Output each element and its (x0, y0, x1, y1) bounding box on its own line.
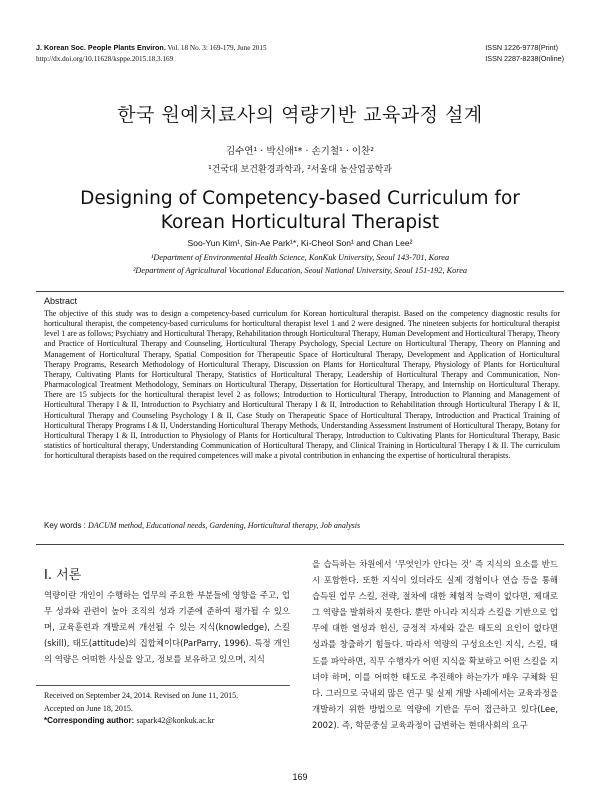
journal-name: J. Korean Soc. People Plants Environ. (36, 43, 166, 52)
footnote (44, 690, 294, 728)
journal-citation: Vol. 18 No. 3: 169-179, June 2015 (165, 44, 267, 52)
issn-block (485, 42, 564, 64)
abstract-text: The objective of this study was to design a competency-based curriculum for Korean horticultural therapist. Based on the competency diagnostic results for horticultural therapist, the competency-based curriculums for horticultural therapist level 1 and 2 were designed. The nineteen subjects for horticultural therapist level 1 are as follows; Psychiatry and Horticultural Therapy, Rehabilitation through Horticultural Therapy, Human Development and Horticultural Therapy, Theory and Practice of Horticultural Therapy and Counseling, Horticultural Therapy Psychology, Special Lecture on Horticultural Therapy, Theory on Planning and Management of Horticultural Therapy, Spatial Composition for Therapeutic Space of Horticultural Therapy, Development and Application of Horticultural Therapy Programs, Research Methodology of Horticultural Therapy, Discussion on Plants for Horticultural Therapy, Physiology of Plants for Horticultural Therapy, Cultivating Plants for Horticultural Therapy, Statistics of Horticultural Therapy, Leadership of Horticultural Therapy and Communication, Non-Pharmacological Treatment Methodology, Seminars on Horticultural Therapy, Dissertation for Horticultural Therapy, and Internship on Horticultural Therapy. There are 15 subjects for the horticultural therapist level 2 as follows; Introduction to Horticultural Therapy, Introduction to Planning and Management of Horticultural Therapy I & II, Introduction to Psychiatry and Horticultural Therapy I & II, Introduction to Rehabilitation through Horticultural Therapy I & II, Horticultural Therapy and Counseling Psychology I & II, Case Study on Therapeutic Space of Horticultural Therapy, Introduction and Practical Training of Horticultural Therapy Programs I & II, Understanding Horticultural Therapy Methods, Understanding Assessment Instrument of Horticultural Therapy, Botany for Horticultural Therapy I & II, Introduction to Physiology of Plants for Horticultural Therapy, Introduction to Cultivating Plants for Horticultural Therapy, Basic statistics of horticultural therapy, Understanding Communication of Horticultural Therapy, and Clinical Training in Horticultural Therapy I & II. The curriculum for horticultural therapists based on the required competences will make a pivotal contribution in enhancing the expertise of horticultural therapists. (44, 309, 560, 461)
doi-link[interactable]: http://dx.doi.org/10.11628/ksppe.2015.18.3.169 (36, 55, 174, 63)
english-title (0, 187, 600, 235)
issn-print: ISSN 1226-9778(Print) (485, 43, 558, 52)
korean-authors: 김수연¹ · 박신애¹* · 손기철¹ · 이찬² (225, 146, 375, 157)
keywords-line (44, 521, 360, 530)
english-affiliations (0, 252, 600, 277)
section-title: Ⅰ. 서론 (44, 568, 82, 583)
abstract-heading: Abstract (44, 296, 78, 306)
accepted-date: Accepted on June 18, 2015. (44, 703, 133, 713)
corresponding-email[interactable]: sapark42@konkuk.ac.kr (136, 716, 215, 726)
affiliation-1: ¹Department of Environmental Health Science, KonKuk University, Seoul 143-701, Korea (150, 253, 450, 262)
received-date: Received on September 24, 2014. Revised on June 11, 2015. (44, 691, 239, 700)
korean-affiliations: ¹건국대 보건환경과학과, ²서울대 농산업공학과 (208, 165, 392, 175)
issn-online: ISSN 2287-8238(Online) (485, 54, 564, 63)
page-number: 169 (292, 772, 308, 782)
keywords-label: Key words : (44, 521, 89, 530)
journal-header (36, 42, 267, 65)
corresponding-author-label: *Corresponding author: (44, 716, 137, 726)
keywords-list: DACUM method, Educational needs, Gardening, Horticultural therapy, Job analysis (88, 521, 361, 530)
korean-title: 한국 원예치료사의 역량기반 교육과정 설계 (117, 104, 483, 126)
body-left-column: 역량이란 개인이 수행하는 업무의 주요한 부분들에 영향을 주고, 업무 성과와 관련이 높아 조직의 성과 기준에 준하여 평가될 수 있으며, 교육훈련과 개발로써 개선될 수 있는 지식(knowledge), 스킬(skill), 태도(attitude)의 집합체이다(ParParry, 1996). 특정 개인의 역량은 어떠한 사실을 알고, 정보를 보유하고 있으며, 지식 (44, 590, 290, 665)
english-authors: Soo-Yun Kim¹, Sin-Ae Park¹*, Ki-Cheol Son¹ and Chan Lee² (187, 238, 413, 248)
affiliation-2: ²Department of Agricultural Vocational Education, Seoul National University, Seoul 151-192, Korea (132, 265, 468, 275)
english-title-line1: Designing of Competency-based Curriculum for (80, 188, 520, 209)
body-right-column: 을 습득하는 차원에서 ‘무엇인가 안다는 것’ 즉 지식의 요소를 반드시 포함한다. 또한 지식이 있더라도 실제 경험이나 연습 등을 통해 습득된 업무 스킬, 전략, 절차에 대한 체험적 능력이 없다면, 제대로 그 역량을 발휘하지 못한다. 뿐만 아니라 지식과 스킬을 기반으로 업무에 대한 열성과 헌신, 긍정적 자세와 같은 태도의 요인이 없다면 성과를 창출하기 힘들다. 따라서 역량의 구성요소인 지식, 스킬, 태도를 파악하면, 직무 수행자가 어떤 지식을 확보하고 어떤 스킬을 지녀야 하며, 이를 어떠한 태도로 추진해야 하는가가 매우 구체화 된다. 그러므로 국내외 많은 연구 및 실제 개발 사례에서는 교육과정을 개발하기 위한 방법으로 역량에 기반을 두어 접근하고 있다(Lee, 2002). 즉, 학문중심 교육과정이 급변하는 현대사회의 요구 (312, 559, 558, 730)
footnote-divider (36, 685, 290, 686)
english-title-line2: Korean Horticultural Therapist (160, 212, 440, 233)
corresponding-author (44, 715, 294, 728)
